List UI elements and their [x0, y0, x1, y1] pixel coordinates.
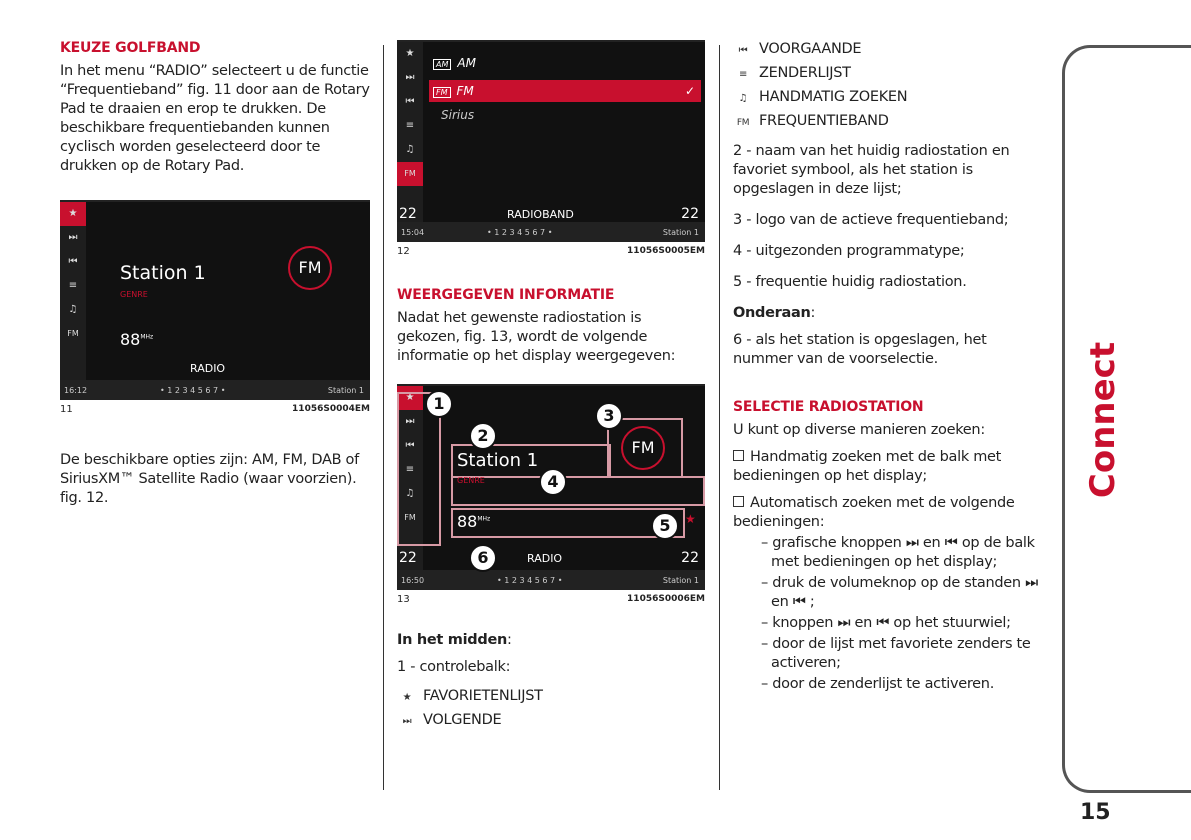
- station-small: Station 1: [662, 576, 699, 585]
- chapter-tab-label: Connect: [1083, 341, 1123, 499]
- band-logo: FM: [288, 246, 332, 290]
- list-icon: ≡: [738, 69, 748, 80]
- list-item: – door de zenderlijst te activeren.: [761, 676, 995, 692]
- figure-number: 13: [397, 594, 410, 605]
- clock: 16:50: [401, 576, 425, 585]
- station-name: Station 1: [120, 262, 206, 284]
- clock: 16:12: [64, 386, 88, 395]
- figure-code: 11056S0005EM: [627, 246, 705, 256]
- heading-keuze-golfband: KEUZE GOLFBAND: [60, 40, 201, 56]
- list-item: ⏮ VOORGAANDE: [733, 38, 1043, 62]
- column-divider-2: [719, 45, 720, 790]
- automatic-sublist: [733, 534, 1043, 694]
- star-icon: ★: [402, 692, 412, 703]
- callout-5: 5: [651, 512, 679, 540]
- control-bar: [60, 380, 370, 400]
- previous-icon: ⏮: [68, 256, 78, 267]
- star-icon: ★: [405, 48, 415, 59]
- control-bar: [397, 222, 705, 242]
- label-onderaan: Onderaan:: [733, 305, 816, 321]
- heading-selectie-radiostation: SELECTIE RADIOSTATION: [733, 399, 924, 415]
- next-icon: ⏭: [402, 716, 412, 727]
- figure-code: 11056S0006EM: [627, 594, 705, 604]
- screen-title: RADIO: [527, 552, 563, 565]
- figure-code: 11056S0004EM: [292, 404, 370, 414]
- preset-bar: • 1 2 3 4 5 6 7 •: [160, 386, 226, 395]
- chapter-tab: [1062, 45, 1191, 793]
- side-menu: [60, 202, 86, 380]
- band-option-fm[interactable]: FM FM ✓: [429, 80, 701, 102]
- checkbox-icon: [733, 450, 744, 461]
- manual-tune-icon: ♫: [405, 488, 415, 499]
- fm-icon: FM: [404, 513, 416, 522]
- clock: 15:04: [401, 228, 425, 237]
- callout-4: 4: [539, 468, 567, 496]
- option-manual: Handmatig zoeken met de balk met bedieningen op het display;: [733, 449, 1002, 484]
- item-1: 1 - controlebalk:: [397, 659, 511, 675]
- paragraph-search-intro: U kunt op diverse manieren zoeken:: [733, 422, 985, 438]
- icon-list-col3: [733, 38, 1043, 134]
- paragraph-intro: In het menu “RADIO” selecteert u de functie “Frequentieband” fig. 11 door aan de Rotary Pad te draaien en erop te drukken. De beschikbare frequentiebanden kunnen cyclisch worden geselecteerd door te drukken op de Rotary Pad.: [60, 63, 370, 174]
- item-3: 3 - logo van de actieve frequentieband;: [733, 212, 1009, 228]
- temp-right: 22: [681, 206, 699, 222]
- star-icon: ★: [60, 202, 86, 226]
- preset-bar: • 1 2 3 4 5 6 7 •: [487, 228, 553, 237]
- manual-tune-icon: ♫: [68, 304, 78, 315]
- genre-label: GENRE: [457, 476, 485, 485]
- figure-12: [397, 40, 705, 257]
- figure-11-caption: [60, 404, 370, 415]
- control-bar: [397, 570, 705, 590]
- column-3: [733, 38, 1043, 696]
- genre-label: GENRE: [120, 290, 148, 299]
- temp-left: 22: [399, 550, 417, 566]
- callout-1: 1: [425, 390, 453, 418]
- screen-title: RADIOBAND: [507, 208, 574, 221]
- figure-13-screen: [397, 384, 705, 590]
- previous-icon: ⏮: [405, 96, 415, 107]
- column-1: [60, 40, 370, 520]
- heading-weergegeven-informatie: WEERGEGEVEN INFORMATIE: [397, 287, 615, 303]
- screen-title: RADIO: [190, 362, 226, 375]
- callout-6: 6: [469, 544, 497, 572]
- preset-bar: • 1 2 3 4 5 6 7 •: [497, 576, 563, 585]
- callout-3: 3: [595, 402, 623, 430]
- column-2: [397, 40, 705, 743]
- station-name: Station 1: [457, 450, 539, 471]
- list-icon: ≡: [405, 120, 415, 131]
- next-icon: ⏭: [405, 72, 415, 83]
- check-icon: ✓: [684, 84, 695, 98]
- figure-13-caption: [397, 594, 705, 605]
- star-icon: ★: [397, 386, 423, 410]
- list-icon: ≡: [68, 280, 78, 291]
- band-option-sirius[interactable]: Sirius: [441, 108, 475, 122]
- checkbox-icon: [733, 496, 744, 507]
- band-logo: FM: [621, 426, 665, 470]
- item-5: 5 - frequentie huidig radiostation.: [733, 274, 967, 290]
- temp-left: 22: [399, 206, 417, 222]
- previous-icon: ⏮: [738, 45, 748, 56]
- manual-tune-icon: ♫: [405, 144, 415, 155]
- list-item: FM FREQUENTIEBAND: [733, 110, 1043, 134]
- temp-right: 22: [681, 550, 699, 566]
- list-item: ≡ ZENDERLIJST: [733, 62, 1043, 86]
- figure-number: 11: [60, 404, 73, 415]
- callout-2: 2: [469, 422, 497, 450]
- list-item: – knoppen ⏭ en ⏮ op het stuurwiel;: [761, 615, 1011, 631]
- callout-box-4: [451, 476, 705, 506]
- paragraph-display-info: Nadat het gewenste radiostation is gekozen, fig. 13, wordt de volgende informatie op het display weergegeven:: [397, 310, 676, 364]
- list-item: – grafische knoppen ⏭ en ⏮ op de balk met bedieningen op het display;: [761, 535, 1035, 570]
- page-number: 15: [1080, 800, 1111, 825]
- favorite-star-icon: ★: [685, 512, 696, 526]
- figure-number: 12: [397, 246, 410, 257]
- station-small: Station 1: [327, 386, 364, 395]
- station-small: Station 1: [662, 228, 699, 237]
- fm-icon: FM: [67, 329, 79, 338]
- next-icon: ⏭: [68, 232, 78, 243]
- figure-12-caption: [397, 246, 705, 257]
- fm-icon: FM: [397, 162, 423, 186]
- band-option-am[interactable]: AM AM: [433, 56, 693, 76]
- fm-icon: FM: [736, 118, 750, 128]
- previous-icon: ⏮: [405, 440, 415, 451]
- option-automatic: Automatisch zoeken met de volgende bedieningen:: [733, 495, 1015, 530]
- figure-11: [60, 200, 370, 415]
- item-6: 6 - als het station is opgeslagen, het nummer van de voorselectie.: [733, 332, 987, 367]
- list-item: ★ FAVORIETENLIJST: [397, 685, 705, 709]
- icon-list-col2: [397, 685, 705, 733]
- column-divider-1: [383, 45, 384, 790]
- label-in-het-midden: In het midden:: [397, 632, 512, 648]
- item-4: 4 - uitgezonden programmatype;: [733, 243, 965, 259]
- manual-tune-icon: ♫: [738, 93, 748, 104]
- frequency-value: $88^{MHz}$: [457, 512, 491, 531]
- list-item: ⏭ VOLGENDE: [397, 709, 705, 733]
- figure-13: [397, 384, 705, 605]
- list-item: – door de lijst met favoriete zenders te activeren;: [761, 636, 1031, 671]
- frequency-value: $88^{MHz}$: [120, 330, 154, 349]
- next-icon: ⏭: [405, 416, 415, 427]
- side-menu: [397, 42, 423, 222]
- figure-11-screen: [60, 200, 370, 400]
- item-2: 2 - naam van het huidig radiostation en favoriet symbool, als het station is opgeslagen in deze lijst;: [733, 143, 1010, 197]
- figure-12-screen: [397, 40, 705, 242]
- paragraph-options: De beschikbare opties zijn: AM, FM, DAB of SiriusXM™ Satellite Radio (waar voorzien). fig. 12.: [60, 452, 359, 506]
- list-item: – druk de volumeknop op de standen ⏭ en ⏮ ;: [761, 575, 1038, 610]
- list-icon: ≡: [405, 464, 415, 475]
- list-item: ♫ HANDMATIG ZOEKEN: [733, 86, 1043, 110]
